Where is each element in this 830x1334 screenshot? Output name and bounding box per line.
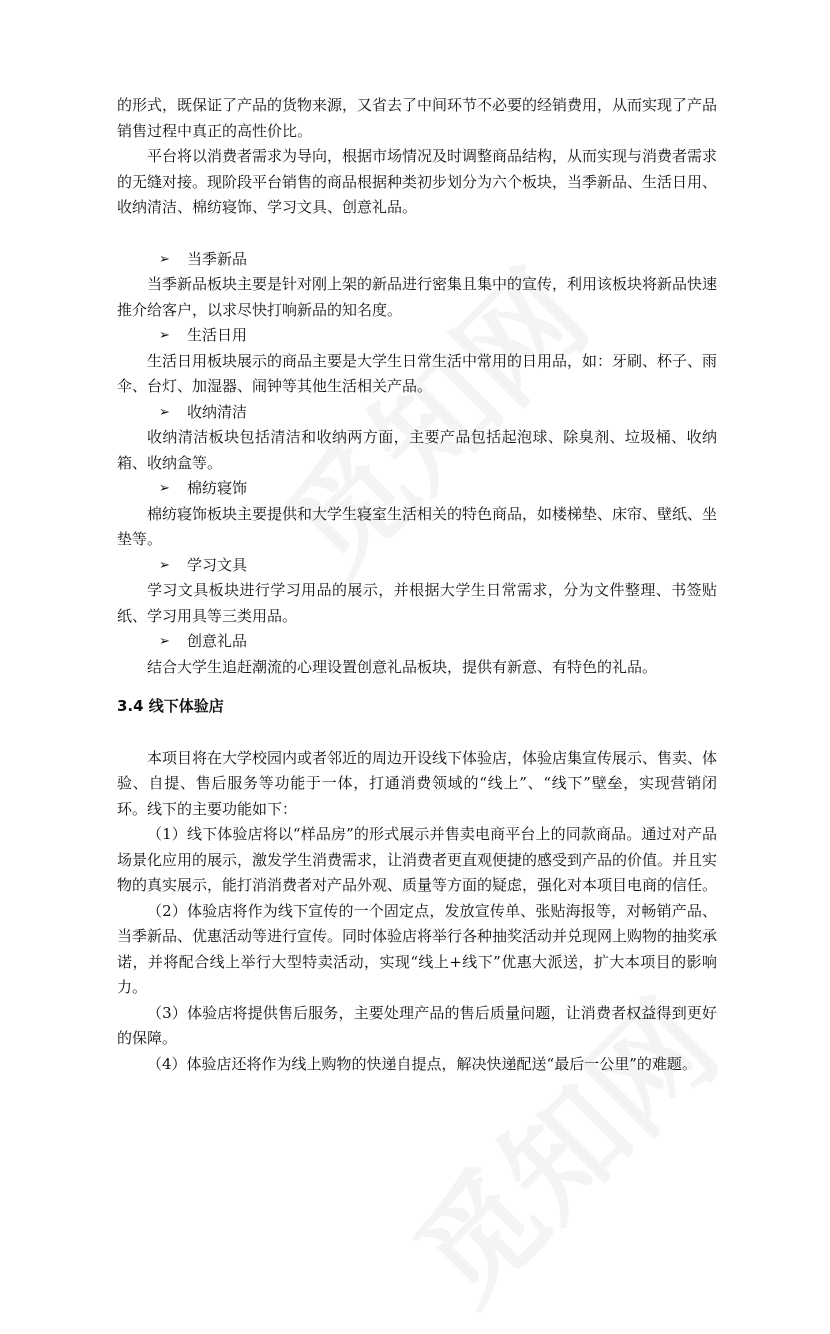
paragraph: （3）体验店将提供售后服务，主要处理产品的售后质量问题，让消费者权益得到更好的保障。 xyxy=(117,1003,717,1047)
arrow-bullet-icon: ➢ xyxy=(159,557,170,573)
section-heading: 3.4 线下体验店 xyxy=(117,697,224,715)
section-heading-bullet xyxy=(117,629,717,655)
paragraph: 生活日用板块展示的商品主要是大学生日常生活中常用的日用品，如：牙刷、杯子、雨伞、台灯、加湿器、闹钟等其他生活相关产品。 xyxy=(117,351,718,395)
arrow-bullet-icon: ➢ xyxy=(159,634,170,649)
section-heading-bullet xyxy=(117,247,717,273)
section-heading-bullet xyxy=(117,553,717,579)
paragraph: 平台将以消费者需求为导向，根据市场情况及时调整商品结构，从而实现与消费者需求的无缝对接。现阶段平台销售的商品根据种类初步划分为六个板块，当季新品、生活日用、收纳清洁、棉纺寝饰、学习文具、创意礼品。 xyxy=(117,147,718,216)
paragraph: 收纳清洁板块包括清洁和收纳两方面，主要产品包括起泡球、除臭剂、垃圾桶、收纳箱、收纳盒等。 xyxy=(117,428,717,472)
paragraph: 棉纺寝饰板块主要提供和大学生寝室生活相关的特色商品，如楼梯垫、床帘、壁纸、坐垫等。 xyxy=(117,504,718,548)
section-title: 棉纺寝饰 xyxy=(187,479,248,497)
paragraph: 当季新品板块主要是针对刚上架的新品进行密集且集中的宣传，利用该板块将新品快速推介给客户，以求尽快打响新品的知名度。 xyxy=(117,275,718,319)
paragraph: （2）体验店将作为线下宣传的一个固定点，发放宣传单、张贴海报等，对畅销产品、当季新品、优惠活动等进行宣传。同时体验店将举行各种抽奖活动并兑现网上购物的抽奖承诺，并将配合线上举行大型特卖活动，实现“线上+线下”优惠大派送，扩大本项目的影响力。 xyxy=(117,901,718,996)
paragraph: 结合大学生追赶潮流的心理设置创意礼品板块，提供有新意、有特色的礼品。 xyxy=(147,657,658,676)
paragraph: （1）线下体验店将以“样品房”的形式展示并售卖电商平台上的同款商品。通过对产品场景化应用的展示，激发学生消费需求，让消费者更直观便捷的感受到产品的价值。并且实物的真实展示，能打消消费者对产品外观、质量等方面的疑虑，强化对本项目电商的信任。 xyxy=(117,825,718,894)
section-heading-bullet xyxy=(117,476,717,502)
arrow-bullet-icon: ➢ xyxy=(159,481,170,496)
arrow-bullet-icon: ➢ xyxy=(159,404,170,420)
section-title: 创意礼品 xyxy=(187,632,248,650)
paragraph: 的形式，既保证了产品的货物来源，又省去了中间环节不必要的经销费用，从而实现了产品销售过程中真正的高性价比。 xyxy=(117,96,718,140)
paragraph: 学习文具板块进行学习用品的展示，并根据大学生日常需求，分为文件整理、书签贴纸、学习用具等三类用品。 xyxy=(117,581,717,625)
paragraph: 本项目将在大学校园内或者邻近的周边开设线下体验店，体验店集宣传展示、售卖、体验、自提、售后服务等功能于一体，打通消费领域的“线上”、“线下”壁垒，实现营销闭环。线下的主要功能如下： xyxy=(117,748,718,818)
section-heading-bullet xyxy=(117,400,717,426)
section-title: 生活日用 xyxy=(187,326,248,344)
section-title: 当季新品 xyxy=(187,249,248,268)
section-heading-bullet xyxy=(117,323,717,349)
section-title: 学习文具 xyxy=(187,555,248,574)
section-title: 收纳清洁 xyxy=(187,402,248,421)
arrow-bullet-icon: ➢ xyxy=(159,251,170,267)
paragraph: （4）体验店还将作为线上购物的快递自提点，解决快递配送“最后一公里”的难题。 xyxy=(147,1054,697,1073)
arrow-bullet-icon: ➢ xyxy=(159,328,170,343)
document-body xyxy=(117,93,717,1077)
